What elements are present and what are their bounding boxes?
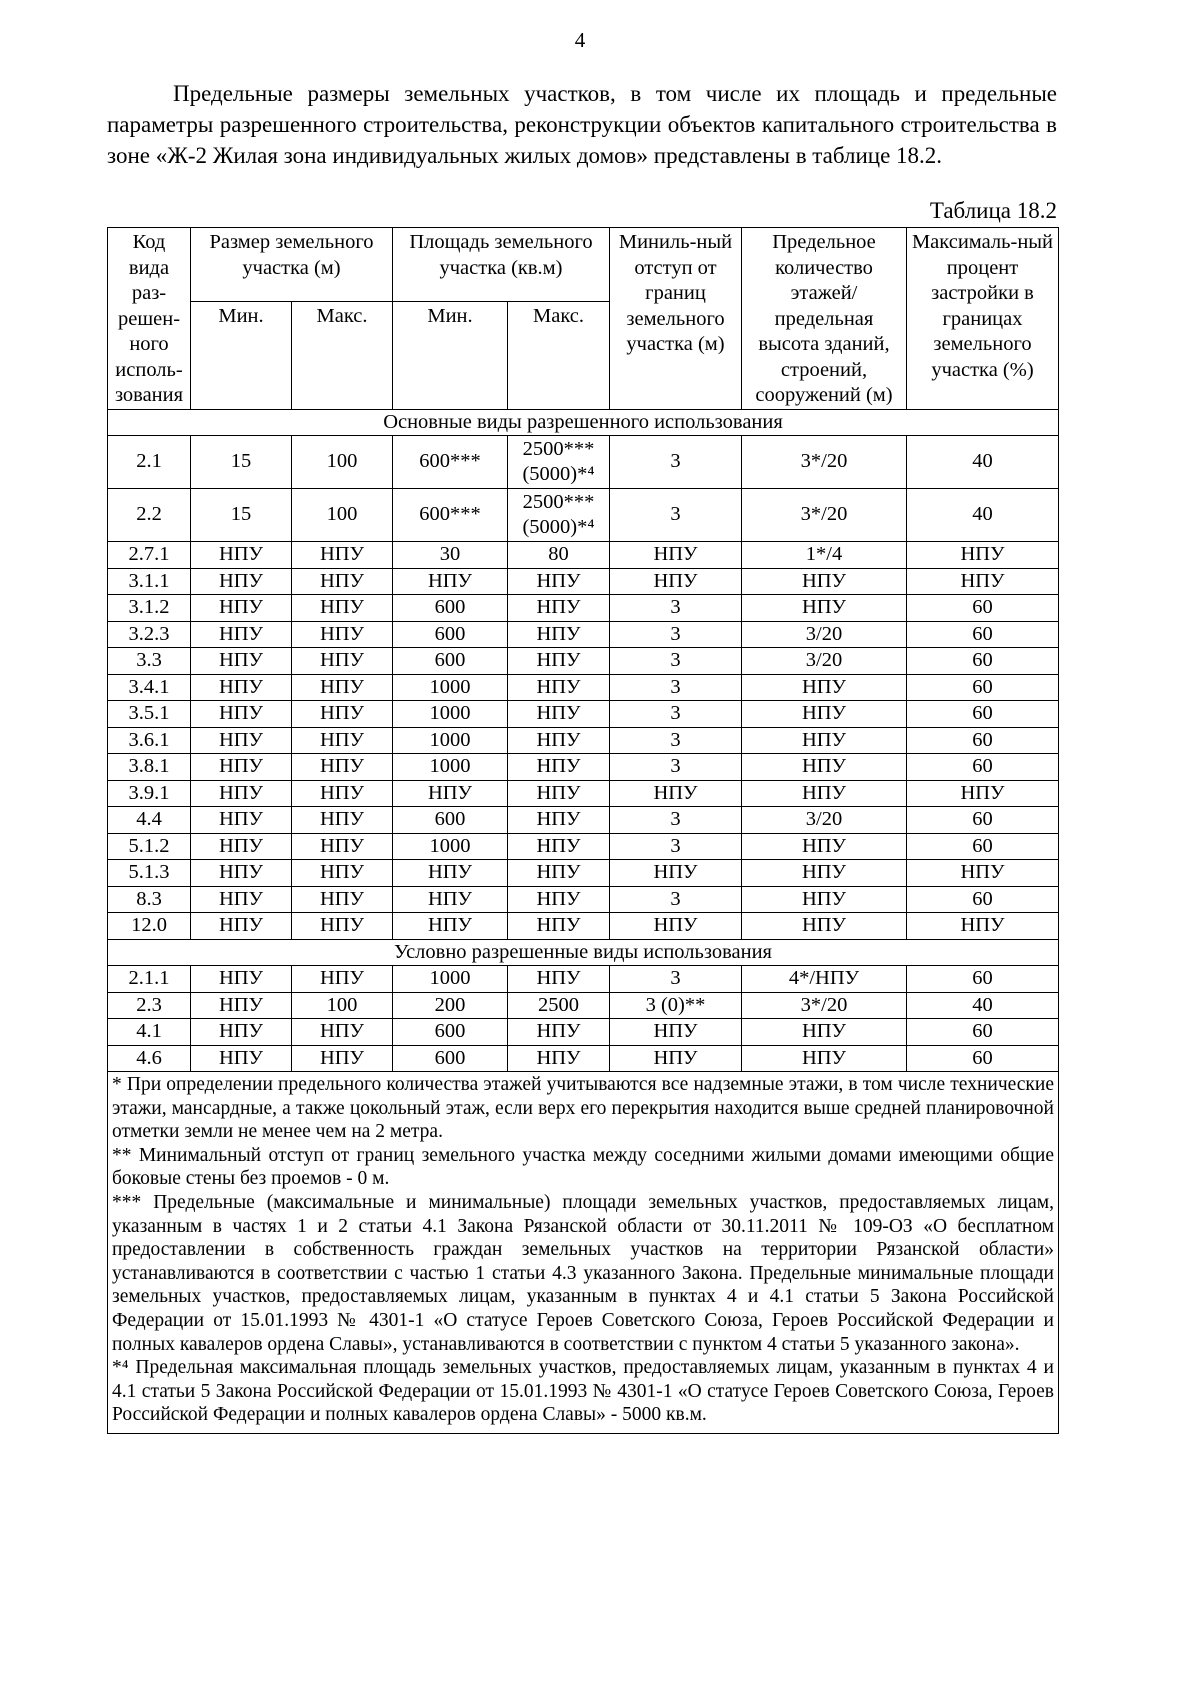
value-cell: НПУ [742,886,907,913]
value-cell: НПУ [191,913,292,940]
table-row [108,436,1059,489]
value-cell: НПУ [191,966,292,993]
value-cell: НПУ [191,648,292,675]
value-cell: НПУ [508,833,610,860]
value-cell: 3 [610,436,742,489]
value-cell: 1000 [393,754,508,781]
value-cell: НПУ [508,966,610,993]
use-code-cell: 3.5.1 [108,701,191,728]
value-cell: 200 [393,992,508,1019]
value-cell: 600 [393,1019,508,1046]
header-area-min: Мин. [393,301,508,409]
section-title: Основные виды разрешенного использования [108,409,1059,436]
value-cell: НПУ [191,727,292,754]
value-cell: 600 [393,807,508,834]
value-cell: НПУ [907,780,1059,807]
value-cell: 600 [393,595,508,622]
value-cell: 1000 [393,833,508,860]
value-cell: НПУ [508,621,610,648]
value-cell: НПУ [292,966,393,993]
value-cell: НПУ [292,1045,393,1072]
value-cell: 15 [191,436,292,489]
value-cell: 600 [393,621,508,648]
use-code-cell: 8.3 [108,886,191,913]
footnotes [108,1072,1059,1434]
value-cell: 3 [610,754,742,781]
value-cell: 40 [907,489,1059,542]
value-cell: 3 [610,489,742,542]
value-cell: 3 [610,701,742,728]
value-cell: НПУ [907,568,1059,595]
table-row [108,568,1059,595]
table-row [108,833,1059,860]
value-cell: НПУ [508,1019,610,1046]
value-cell: 15 [191,489,292,542]
use-code-cell: 3.4.1 [108,674,191,701]
value-cell: НПУ [610,1045,742,1072]
table-row [108,701,1059,728]
value-cell: НПУ [742,860,907,887]
value-cell: НПУ [907,542,1059,569]
value-cell: НПУ [292,886,393,913]
value-cell: НПУ [393,860,508,887]
value-cell: 3 [610,966,742,993]
value-cell: 30 [393,542,508,569]
table-row [108,886,1059,913]
use-code-cell: 3.3 [108,648,191,675]
value-cell: НПУ [742,913,907,940]
value-cell: 3/20 [742,621,907,648]
value-cell: НПУ [191,621,292,648]
value-cell: 3*/20 [742,436,907,489]
table-row [108,542,1059,569]
value-cell: 60 [907,833,1059,860]
value-cell: 60 [907,648,1059,675]
footnote: *⁴ Предельная максимальная площадь земельных участков, предоставляемых лицам, указанным в пунктах 4 и 4.1 статьи 5 Закона Российской Федерации от 15.01.1993 № 4301-1 «О статусе Героев Советского Союза, Героев Российской Федерации и полных кавалеров ордена Славы» - 5000 кв.м. [112,1357,1054,1426]
footnotes-row [108,1072,1059,1434]
value-line: 2500*** [522,491,595,513]
value-cell: НПУ [191,674,292,701]
value-cell: НПУ [610,780,742,807]
value-cell: НПУ [508,568,610,595]
intro-text: Предельные размеры земельных участков, в том числе их площадь и предельные параметры разрешенного строительства, реконструкции объектов капитального строительства в зоне «Ж-2 Жилая зона индивидуальных жилых домов» представлены в таблице 18.2. [107,81,1057,168]
value-cell: НПУ [907,913,1059,940]
value-line: (5000)*⁴ [522,516,595,538]
use-code-cell: 4.4 [108,807,191,834]
value-cell: НПУ [508,780,610,807]
table-row [108,489,1059,542]
value-cell: 60 [907,621,1059,648]
value-cell: 600*** [393,436,508,489]
use-code-cell: 2.7.1 [108,542,191,569]
value-cell: НПУ [742,1019,907,1046]
value-cell: 3/20 [742,648,907,675]
value-cell: 1*/4 [742,542,907,569]
value-cell: НПУ [292,754,393,781]
value-cell: 80 [508,542,610,569]
value-cell: 60 [907,595,1059,622]
value-cell: НПУ [742,595,907,622]
value-cell: НПУ [508,701,610,728]
value-cell: 100 [292,992,393,1019]
use-code-cell: 3.1.2 [108,595,191,622]
value-cell: НПУ [191,833,292,860]
use-code-cell: 2.1 [108,436,191,489]
value-cell: 600 [393,648,508,675]
value-cell: 60 [907,727,1059,754]
value-cell: НПУ [907,860,1059,887]
value-cell: НПУ [292,674,393,701]
use-code-cell: 3.6.1 [108,727,191,754]
value-cell: НПУ [393,913,508,940]
value-cell: НПУ [742,754,907,781]
value-cell: НПУ [393,886,508,913]
use-code-cell: 3.8.1 [108,754,191,781]
use-code-cell: 3.1.1 [108,568,191,595]
use-code-cell: 4.1 [108,1019,191,1046]
value-line: (5000)*⁴ [522,463,595,485]
value-cell: НПУ [610,913,742,940]
value-cell: 1000 [393,727,508,754]
table-row [108,754,1059,781]
section-row [108,939,1059,966]
value-cell: 4*/НПУ [742,966,907,993]
header-floors: Предельное количество этажей/ предельная высота зданий, строений, сооружений (м) [742,228,907,410]
table-row [108,780,1059,807]
value-cell: НПУ [191,1045,292,1072]
value-cell: НПУ [292,568,393,595]
table-row [108,992,1059,1019]
value-cell: 3 [610,886,742,913]
value-cell: 60 [907,807,1059,834]
value-cell: НПУ [292,542,393,569]
value-cell: НПУ [742,833,907,860]
table-row [108,674,1059,701]
value-cell: НПУ [742,727,907,754]
value-cell: НПУ [508,807,610,834]
value-line: 2500*** [522,438,595,460]
use-code-cell: 5.1.3 [108,860,191,887]
value-cell: НПУ [508,886,610,913]
value-cell: 1000 [393,674,508,701]
value-cell: 3 [610,727,742,754]
value-cell [508,436,610,489]
value-cell: 60 [907,1019,1059,1046]
use-code-cell: 3.2.3 [108,621,191,648]
value-cell: 60 [907,966,1059,993]
value-cell: 100 [292,436,393,489]
value-cell: НПУ [292,727,393,754]
value-cell: НПУ [508,674,610,701]
value-cell: НПУ [292,913,393,940]
footnote: ** Минимальный отступ от границ земельного участка между соседними жилыми домами имеющими общие боковые стены без проемов - 0 м. [112,1144,1054,1190]
value-cell: НПУ [191,886,292,913]
value-cell: 600*** [393,489,508,542]
use-code-cell: 2.1.1 [108,966,191,993]
value-cell: 100 [292,489,393,542]
value-cell: 3 [610,807,742,834]
value-cell: НПУ [191,780,292,807]
value-cell: НПУ [508,648,610,675]
value-cell: НПУ [508,913,610,940]
value-cell: НПУ [742,568,907,595]
table-row [108,913,1059,940]
value-cell: НПУ [191,568,292,595]
value-cell: 600 [393,1045,508,1072]
value-cell: 60 [907,701,1059,728]
value-cell: НПУ [610,542,742,569]
value-cell: НПУ [742,1045,907,1072]
header-size-max: Макс. [292,301,393,409]
value-cell: НПУ [292,833,393,860]
table-row [108,966,1059,993]
value-cell: НПУ [393,568,508,595]
header-area: Площадь земельного участка (кв.м) [393,228,610,302]
value-cell: НПУ [292,595,393,622]
value-cell: НПУ [191,701,292,728]
value-cell: НПУ [292,648,393,675]
value-cell: НПУ [610,860,742,887]
zoning-parameters-table [107,227,1059,1434]
footnote: * При определении предельного количества этажей учитываются все надземные этажи, в том числе технические этажи, мансардные, а также цокольный этаж, если верх его перекрытия находится выше средней планировочной отметки земли не менее чем на 2 метра. [112,1074,1054,1143]
value-cell: НПУ [292,1019,393,1046]
value-cell: 60 [907,754,1059,781]
value-cell: 40 [907,992,1059,1019]
header-size-min: Мин. [191,301,292,409]
use-code-cell: 3.9.1 [108,780,191,807]
header-percent: Максималь-ный процент застройки в границах земельного участка (%) [907,228,1059,410]
table-row [108,727,1059,754]
value-cell: НПУ [508,1045,610,1072]
value-cell: 3 (0)** [610,992,742,1019]
value-cell: НПУ [742,674,907,701]
value-cell: 2500 [508,992,610,1019]
value-cell: НПУ [610,568,742,595]
table-row [108,1045,1059,1072]
footnote: *** Предельные (максимальные и минимальные) площади земельных участков, предоставляемых лицам, указанным в частях 1 и 2 статьи 4.1 Закона Рязанской области от 30.11.2011 № 109-ОЗ «О бесплатном предоставлении в собственность граждан земельных участков на территории Рязанской области» устанавливаются в соответствии с частью 1 статьи 4.3 указанного Закона. Предельные минимальные площади земельных участков, предоставляемых лицам, указанным в пунктах 4 и 4.1 статьи 5 Закона Российской Федерации от 15.01.1993 № 4301-1 «О статусе Героев Советского Союза, Героев Российской Федерации и полных кавалеров ордена Славы», устанавливаются в соответствии с пунктом 4 статьи 5 указанного закона». [112,1191,1054,1355]
table-row [108,621,1059,648]
value-cell [508,489,610,542]
section-row [108,409,1059,436]
section-title: Условно разрешенные виды использования [108,939,1059,966]
value-cell: 3/20 [742,807,907,834]
value-cell: 60 [907,674,1059,701]
table-row [108,648,1059,675]
table-caption: Таблица 18.2 [929,198,1057,223]
value-cell: 3 [610,648,742,675]
header-size: Размер земельного участка (м) [191,228,393,302]
intro-paragraph [107,78,1057,171]
use-code-cell: 5.1.2 [108,833,191,860]
value-cell: НПУ [292,701,393,728]
value-cell: НПУ [292,621,393,648]
value-cell: 3*/20 [742,992,907,1019]
page-number: 4 [574,28,586,52]
use-code-cell: 2.2 [108,489,191,542]
value-cell: НПУ [292,780,393,807]
value-cell: 1000 [393,966,508,993]
header-setback: Миниль-ный отступ от границ земельного участка (м) [610,228,742,410]
table-row [108,860,1059,887]
value-cell: НПУ [610,1019,742,1046]
value-cell: 3*/20 [742,489,907,542]
value-cell: НПУ [292,860,393,887]
value-cell: НПУ [508,754,610,781]
value-cell: НПУ [191,595,292,622]
value-cell: НПУ [191,992,292,1019]
value-cell: НПУ [191,1019,292,1046]
value-cell: НПУ [191,860,292,887]
table-row [108,1019,1059,1046]
value-cell: НПУ [191,754,292,781]
value-cell: 3 [610,833,742,860]
value-cell: 40 [907,436,1059,489]
value-cell: НПУ [742,780,907,807]
value-cell: 60 [907,1045,1059,1072]
value-cell: НПУ [508,860,610,887]
value-cell: 60 [907,886,1059,913]
table-row [108,807,1059,834]
value-cell: НПУ [292,807,393,834]
use-code-cell: 4.6 [108,1045,191,1072]
value-cell: НПУ [191,807,292,834]
value-cell: НПУ [393,780,508,807]
use-code-cell: 12.0 [108,913,191,940]
value-cell: 3 [610,621,742,648]
value-cell: НПУ [191,542,292,569]
value-cell: 3 [610,595,742,622]
value-cell: НПУ [508,727,610,754]
use-code-cell: 2.3 [108,992,191,1019]
value-cell: НПУ [742,701,907,728]
value-cell: НПУ [508,595,610,622]
header-area-max: Макс. [508,301,610,409]
table-row [108,595,1059,622]
header-code: Код вида раз-решен-ного исполь-зования [108,228,191,410]
value-cell: 3 [610,674,742,701]
value-cell: 1000 [393,701,508,728]
